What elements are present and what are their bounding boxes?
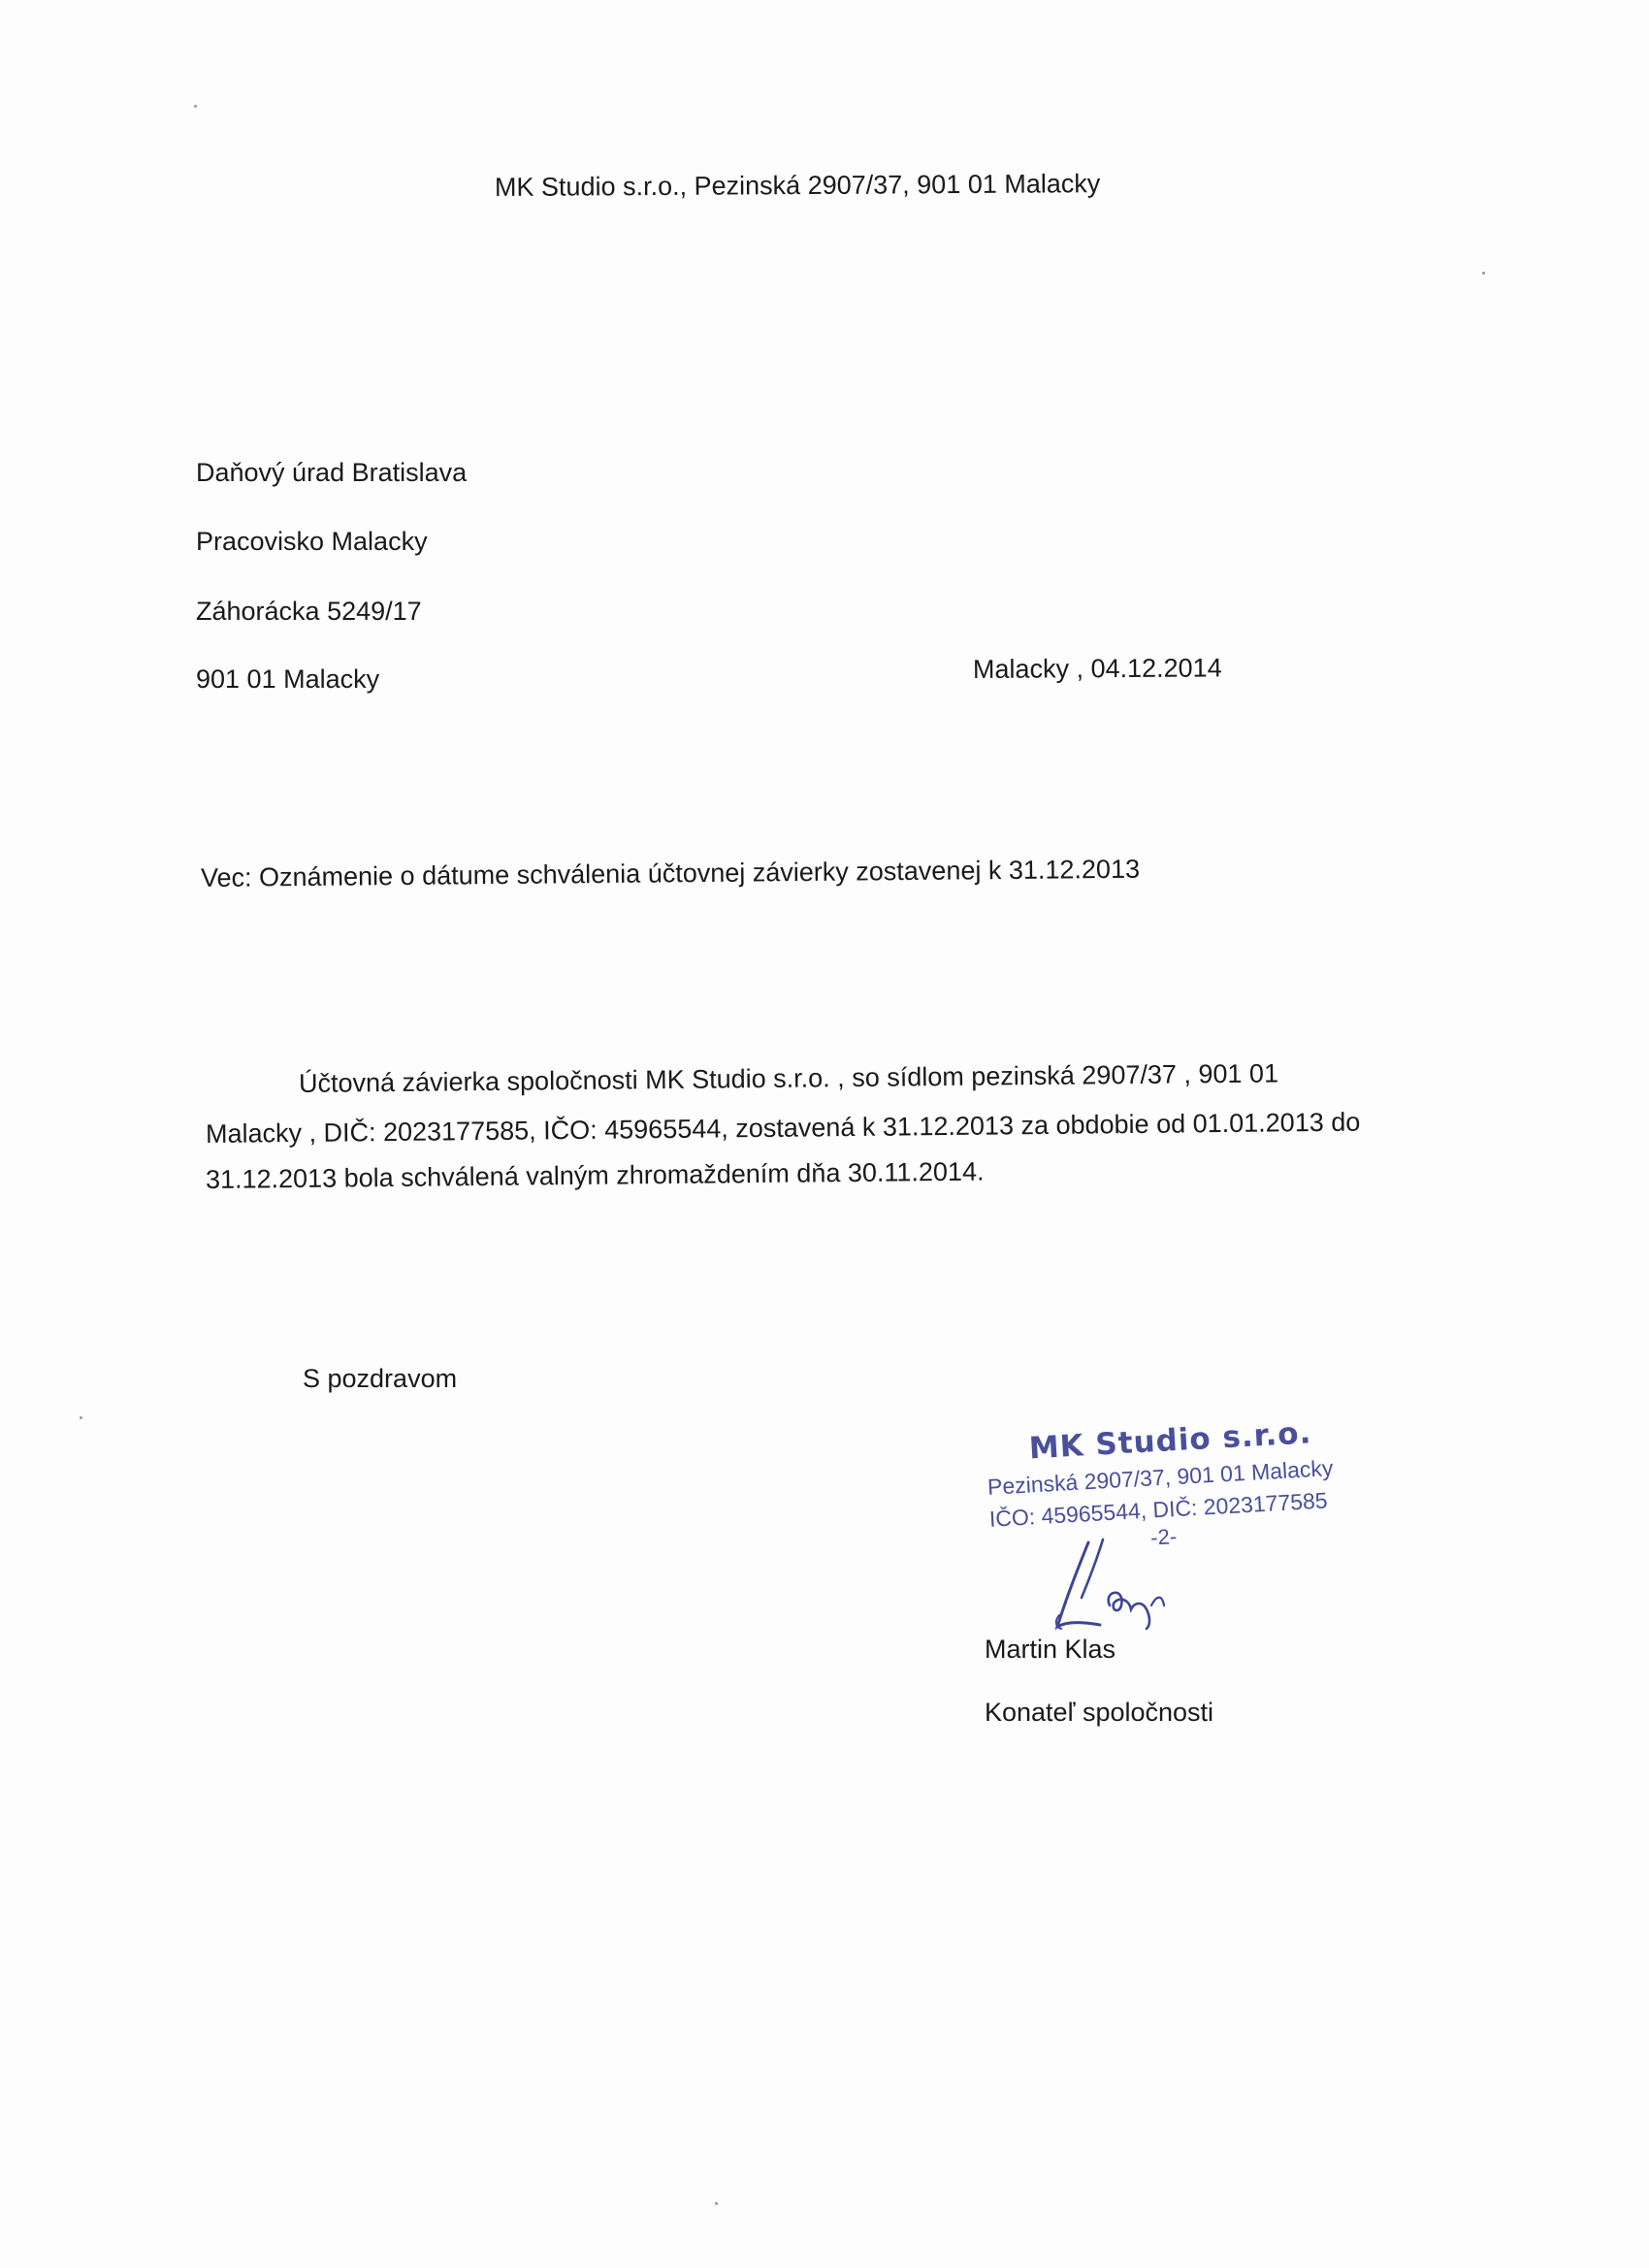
recipient-line-2: Pracovisko Malacky <box>196 527 428 556</box>
subject-line: Vec: Oznámenie o dátume schválenia účtovnej závierky zostavenej k 31.12.2013 <box>200 854 1141 892</box>
stamp-number: -2- <box>1149 1524 1178 1550</box>
place-date: Malacky , 04.12.2014 <box>972 653 1222 684</box>
stamp-ids: IČO: 45965544, DIČ: 2023177585 <box>988 1487 1329 1532</box>
body-paragraph-line-3: 31.12.2013 bola schválená valným zhromaždením dňa 30.11.2014. <box>205 1156 985 1194</box>
recipient-line-1: Daňový úrad Bratislava <box>196 458 468 487</box>
scan-speck <box>1482 272 1485 275</box>
recipient-line-3: Záhorácka 5249/17 <box>196 597 422 626</box>
letterhead: MK Studio s.r.o., Pezinská 2907/37, 901 01 Malacky <box>494 169 1101 202</box>
recipient-line-4: 901 01 Malacky <box>196 664 380 694</box>
signer-name: Martin Klas <box>985 1635 1116 1664</box>
scan-speck <box>194 105 197 108</box>
greeting: S pozdravom <box>303 1364 458 1393</box>
handwritten-signature <box>1050 1538 1185 1644</box>
stamp-address: Pezinská 2907/37, 901 01 Malacky <box>986 1455 1334 1500</box>
scan-speck <box>715 2202 718 2205</box>
body-paragraph-line-2: Malacky , DIČ: 2023177585, IČO: 45965544, zostavená k 31.12.2013 za obdobie od 01.01.2013 do <box>205 1107 1361 1149</box>
scan-speck <box>80 1416 82 1419</box>
stamp-company-name: MK Studio s.r.o. <box>1027 1415 1313 1467</box>
body-paragraph-line-1: Účtovná závierka spoločnosti MK Studio s.r.o. , so sídlom pezinská 2907/37 , 901 01 <box>298 1058 1279 1098</box>
signer-title: Konateľ spoločnosti <box>985 1698 1214 1727</box>
